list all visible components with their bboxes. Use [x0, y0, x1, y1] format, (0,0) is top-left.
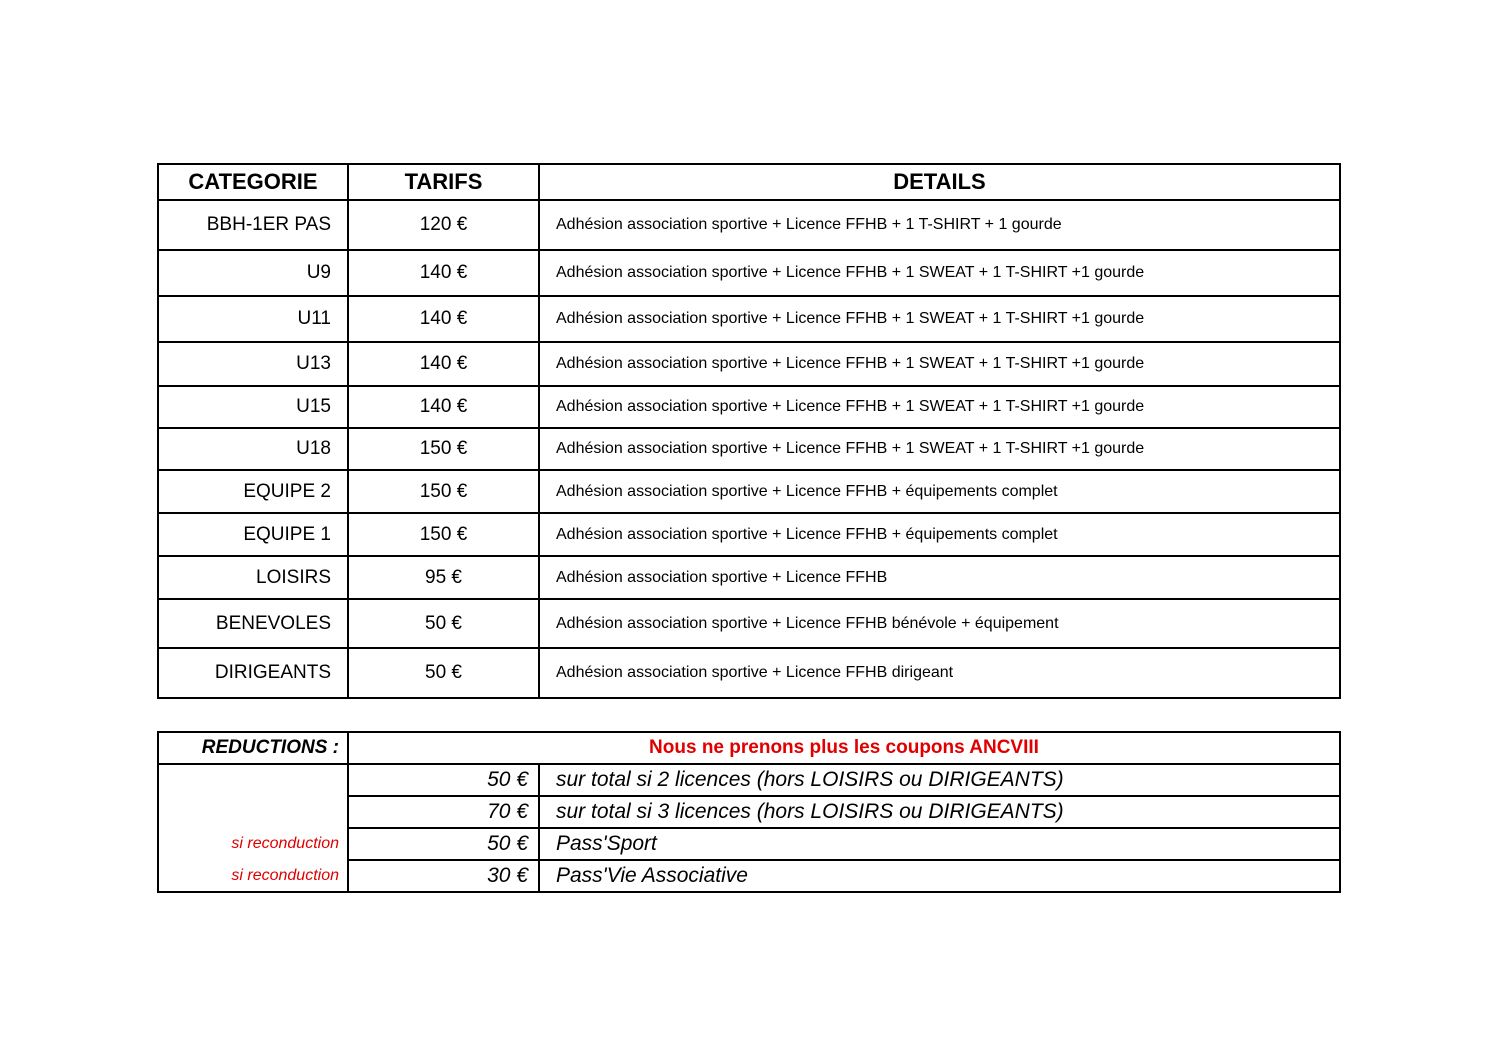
categorie-cell: LOISIRS [158, 556, 348, 599]
reduction-description: sur total si 3 licences (hors LOISIRS ou DIRIGEANTS) [539, 796, 1340, 828]
tarifs-header-row [158, 164, 1340, 200]
reduction-row [158, 828, 1340, 860]
details-cell: Adhésion association sportive + Licence FFHB + 1 SWEAT + 1 T-SHIRT +1 gourde [539, 386, 1340, 428]
reduction-description: Pass'Sport [539, 828, 1340, 860]
tarif-cell: 140 € [348, 386, 539, 428]
tarif-row [158, 648, 1340, 698]
reduction-amount: 50 € [348, 764, 539, 796]
reduction-amount: 50 € [348, 828, 539, 860]
tarif-row [158, 296, 1340, 342]
tarif-cell: 140 € [348, 296, 539, 342]
reduction-condition [158, 764, 348, 796]
ancv-notice: Nous ne prenons plus les coupons ANCVIII [348, 732, 1340, 764]
reduction-row [158, 796, 1340, 828]
tarifs-table [157, 163, 1341, 699]
reduction-description: Pass'Vie Associative [539, 860, 1340, 892]
header-details: DETAILS [539, 164, 1340, 200]
reduction-row [158, 764, 1340, 796]
details-cell: Adhésion association sportive + Licence FFHB bénévole + équipement [539, 599, 1340, 648]
reduction-description: sur total si 2 licences (hors LOISIRS ou DIRIGEANTS) [539, 764, 1340, 796]
details-cell: Adhésion association sportive + Licence FFHB dirigeant [539, 648, 1340, 698]
reduction-row [158, 860, 1340, 892]
tarif-cell: 150 € [348, 470, 539, 513]
reduction-condition: si reconduction [158, 828, 348, 860]
categorie-cell: DIRIGEANTS [158, 648, 348, 698]
tarif-cell: 120 € [348, 200, 539, 250]
tarif-row [158, 556, 1340, 599]
header-tarifs: TARIFS [348, 164, 539, 200]
categorie-cell: U18 [158, 428, 348, 470]
categorie-cell: EQUIPE 2 [158, 470, 348, 513]
details-cell: Adhésion association sportive + Licence FFHB + 1 SWEAT + 1 T-SHIRT +1 gourde [539, 250, 1340, 296]
categorie-cell: U15 [158, 386, 348, 428]
categorie-cell: U11 [158, 296, 348, 342]
tarif-cell: 150 € [348, 428, 539, 470]
reduction-amount: 30 € [348, 860, 539, 892]
details-cell: Adhésion association sportive + Licence FFHB + équipements complet [539, 513, 1340, 556]
tarif-row [158, 250, 1340, 296]
tarif-row [158, 513, 1340, 556]
categorie-cell: BENEVOLES [158, 599, 348, 648]
reduction-condition [158, 796, 348, 828]
reductions-table [157, 731, 1341, 893]
reduction-condition: si reconduction [158, 860, 348, 892]
tarif-cell: 140 € [348, 250, 539, 296]
reductions-title: REDUCTIONS : [158, 732, 348, 764]
categorie-cell: BBH-1ER PAS [158, 200, 348, 250]
details-cell: Adhésion association sportive + Licence FFHB + 1 T-SHIRT + 1 gourde [539, 200, 1340, 250]
reductions-title-row [158, 732, 1340, 764]
tarif-row [158, 342, 1340, 386]
details-cell: Adhésion association sportive + Licence FFHB + 1 SWEAT + 1 T-SHIRT +1 gourde [539, 428, 1340, 470]
reduction-amount: 70 € [348, 796, 539, 828]
categorie-cell: EQUIPE 1 [158, 513, 348, 556]
details-cell: Adhésion association sportive + Licence FFHB + 1 SWEAT + 1 T-SHIRT +1 gourde [539, 296, 1340, 342]
tarif-cell: 140 € [348, 342, 539, 386]
tarif-row [158, 599, 1340, 648]
header-categorie: CATEGORIE [158, 164, 348, 200]
tarif-row [158, 470, 1340, 513]
tarif-row [158, 428, 1340, 470]
tarif-cell: 50 € [348, 599, 539, 648]
tarif-cell: 50 € [348, 648, 539, 698]
categorie-cell: U13 [158, 342, 348, 386]
details-cell: Adhésion association sportive + Licence FFHB + 1 SWEAT + 1 T-SHIRT +1 gourde [539, 342, 1340, 386]
categorie-cell: U9 [158, 250, 348, 296]
details-cell: Adhésion association sportive + Licence FFHB + équipements complet [539, 470, 1340, 513]
tarif-cell: 150 € [348, 513, 539, 556]
tarif-row [158, 386, 1340, 428]
details-cell: Adhésion association sportive + Licence FFHB [539, 556, 1340, 599]
tarif-row [158, 200, 1340, 250]
tarif-cell: 95 € [348, 556, 539, 599]
